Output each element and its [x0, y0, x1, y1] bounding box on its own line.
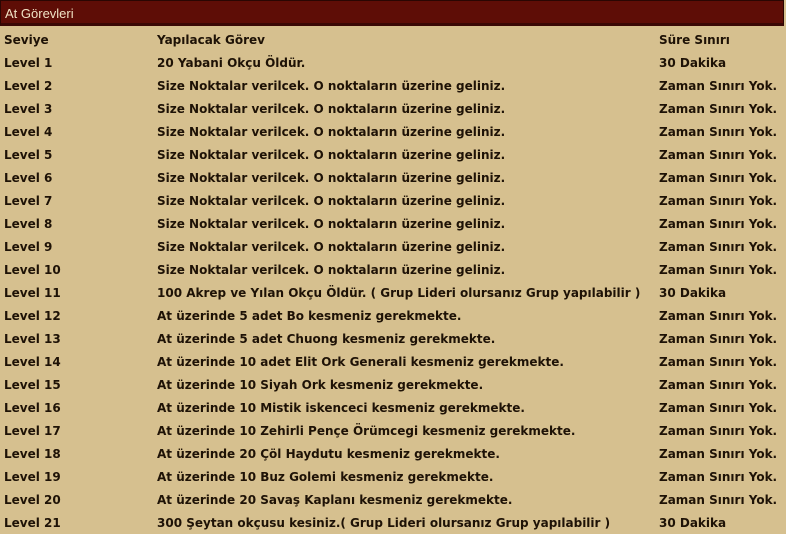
cell-task: 20 Yabani Okçu Öldür. [157, 55, 306, 70]
cell-limit: Zaman Sınırı Yok. [659, 147, 778, 162]
cell-task: Size Noktalar verilcek. O noktaların üzerine geliniz. [157, 193, 506, 208]
table-body [0, 51, 786, 534]
cell-level: Level 14 [4, 354, 61, 369]
cell-task: Size Noktalar verilcek. O noktaların üzerine geliniz. [157, 147, 506, 162]
table-row [0, 120, 786, 143]
cell-level: Level 15 [4, 377, 61, 392]
cell-level: Level 18 [4, 446, 61, 461]
cell-task: 300 Şeytan okçusu kesiniz.( Grup Lideri olursanız Grup yapılabilir ) [157, 515, 611, 530]
cell-level: Level 4 [4, 124, 53, 139]
cell-level: Level 11 [4, 285, 61, 300]
cell-task: At üzerinde 5 adet Bo kesmeniz gerekmekte. [157, 308, 462, 323]
table-row [0, 51, 786, 74]
cell-task: Size Noktalar verilcek. O noktaların üzerine geliniz. [157, 170, 506, 185]
cell-limit: 30 Dakika [659, 515, 727, 530]
cell-limit: Zaman Sınırı Yok. [659, 193, 778, 208]
cell-task: Size Noktalar verilcek. O noktaların üzerine geliniz. [157, 216, 506, 231]
window-title-bar [0, 0, 784, 26]
table-row [0, 327, 786, 350]
cell-level: Level 17 [4, 423, 61, 438]
column-header-level: Seviye [4, 33, 49, 47]
cell-task: At üzerinde 5 adet Chuong kesmeniz gerekmekte. [157, 331, 496, 346]
cell-limit: Zaman Sınırı Yok. [659, 262, 778, 277]
window-title: At Görevleri [5, 6, 74, 21]
cell-level: Level 8 [4, 216, 53, 231]
table-row [0, 97, 786, 120]
table-row [0, 212, 786, 235]
column-header-task: Yapılacak Görev [157, 33, 265, 47]
cell-limit: Zaman Sınırı Yok. [659, 170, 778, 185]
cell-level: Level 5 [4, 147, 53, 162]
table-header-row [0, 29, 786, 51]
cell-limit: Zaman Sınırı Yok. [659, 377, 778, 392]
cell-level: Level 1 [4, 55, 53, 70]
cell-task: At üzerinde 10 adet Elit Ork Generali kesmeniz gerekmekte. [157, 354, 564, 369]
cell-limit: Zaman Sınırı Yok. [659, 400, 778, 415]
cell-level: Level 19 [4, 469, 61, 484]
cell-task: Size Noktalar verilcek. O noktaların üzerine geliniz. [157, 262, 506, 277]
cell-limit: Zaman Sınırı Yok. [659, 446, 778, 461]
quest-table [0, 29, 786, 534]
cell-task: At üzerinde 10 Siyah Ork kesmeniz gerekmekte. [157, 377, 484, 392]
cell-level: Level 20 [4, 492, 61, 507]
cell-level: Level 13 [4, 331, 61, 346]
cell-level: Level 7 [4, 193, 53, 208]
table-row [0, 350, 786, 373]
cell-task: At üzerinde 10 Mistik iskenceci kesmeniz gerekmekte. [157, 400, 525, 415]
cell-limit: Zaman Sınırı Yok. [659, 101, 778, 116]
cell-level: Level 21 [4, 515, 61, 530]
cell-limit: Zaman Sınırı Yok. [659, 124, 778, 139]
table-row [0, 166, 786, 189]
cell-limit: Zaman Sınırı Yok. [659, 78, 778, 93]
table-row [0, 419, 786, 442]
cell-level: Level 10 [4, 262, 61, 277]
table-row [0, 74, 786, 97]
cell-task: Size Noktalar verilcek. O noktaların üzerine geliniz. [157, 78, 506, 93]
table-row [0, 143, 786, 166]
cell-task: 100 Akrep ve Yılan Okçu Öldür. ( Grup Lideri olursanız Grup yapılabilir ) [157, 285, 641, 300]
cell-limit: Zaman Sınırı Yok. [659, 492, 778, 507]
cell-task: Size Noktalar verilcek. O noktaların üzerine geliniz. [157, 239, 506, 254]
cell-level: Level 6 [4, 170, 53, 185]
cell-task: At üzerinde 20 Savaş Kaplanı kesmeniz gerekmekte. [157, 492, 513, 507]
cell-limit: Zaman Sınırı Yok. [659, 469, 778, 484]
cell-limit: Zaman Sınırı Yok. [659, 239, 778, 254]
table-row [0, 465, 786, 488]
column-header-limit: Süre Sınırı [659, 33, 730, 47]
table-row [0, 304, 786, 327]
cell-task: Size Noktalar verilcek. O noktaların üzerine geliniz. [157, 101, 506, 116]
cell-limit: 30 Dakika [659, 55, 727, 70]
table-row [0, 235, 786, 258]
table-row [0, 258, 786, 281]
cell-limit: Zaman Sınırı Yok. [659, 423, 778, 438]
cell-limit: Zaman Sınırı Yok. [659, 216, 778, 231]
cell-level: Level 2 [4, 78, 53, 93]
cell-task: At üzerinde 10 Zehirli Pençe Örümcegi kesmeniz gerekmekte. [157, 423, 576, 438]
table-row [0, 189, 786, 212]
cell-level: Level 3 [4, 101, 53, 116]
table-row [0, 511, 786, 534]
cell-limit: Zaman Sınırı Yok. [659, 308, 778, 323]
cell-level: Level 16 [4, 400, 61, 415]
table-row [0, 488, 786, 511]
table-row [0, 442, 786, 465]
table-row [0, 281, 786, 304]
cell-task: At üzerinde 20 Çöl Haydutu kesmeniz gerekmekte. [157, 446, 500, 461]
cell-task: At üzerinde 10 Buz Golemi kesmeniz gerekmekte. [157, 469, 494, 484]
cell-limit: Zaman Sınırı Yok. [659, 354, 778, 369]
cell-level: Level 9 [4, 239, 53, 254]
cell-limit: Zaman Sınırı Yok. [659, 331, 778, 346]
cell-task: Size Noktalar verilcek. O noktaların üzerine geliniz. [157, 124, 506, 139]
cell-limit: 30 Dakika [659, 285, 727, 300]
cell-level: Level 12 [4, 308, 61, 323]
table-row [0, 396, 786, 419]
table-row [0, 373, 786, 396]
